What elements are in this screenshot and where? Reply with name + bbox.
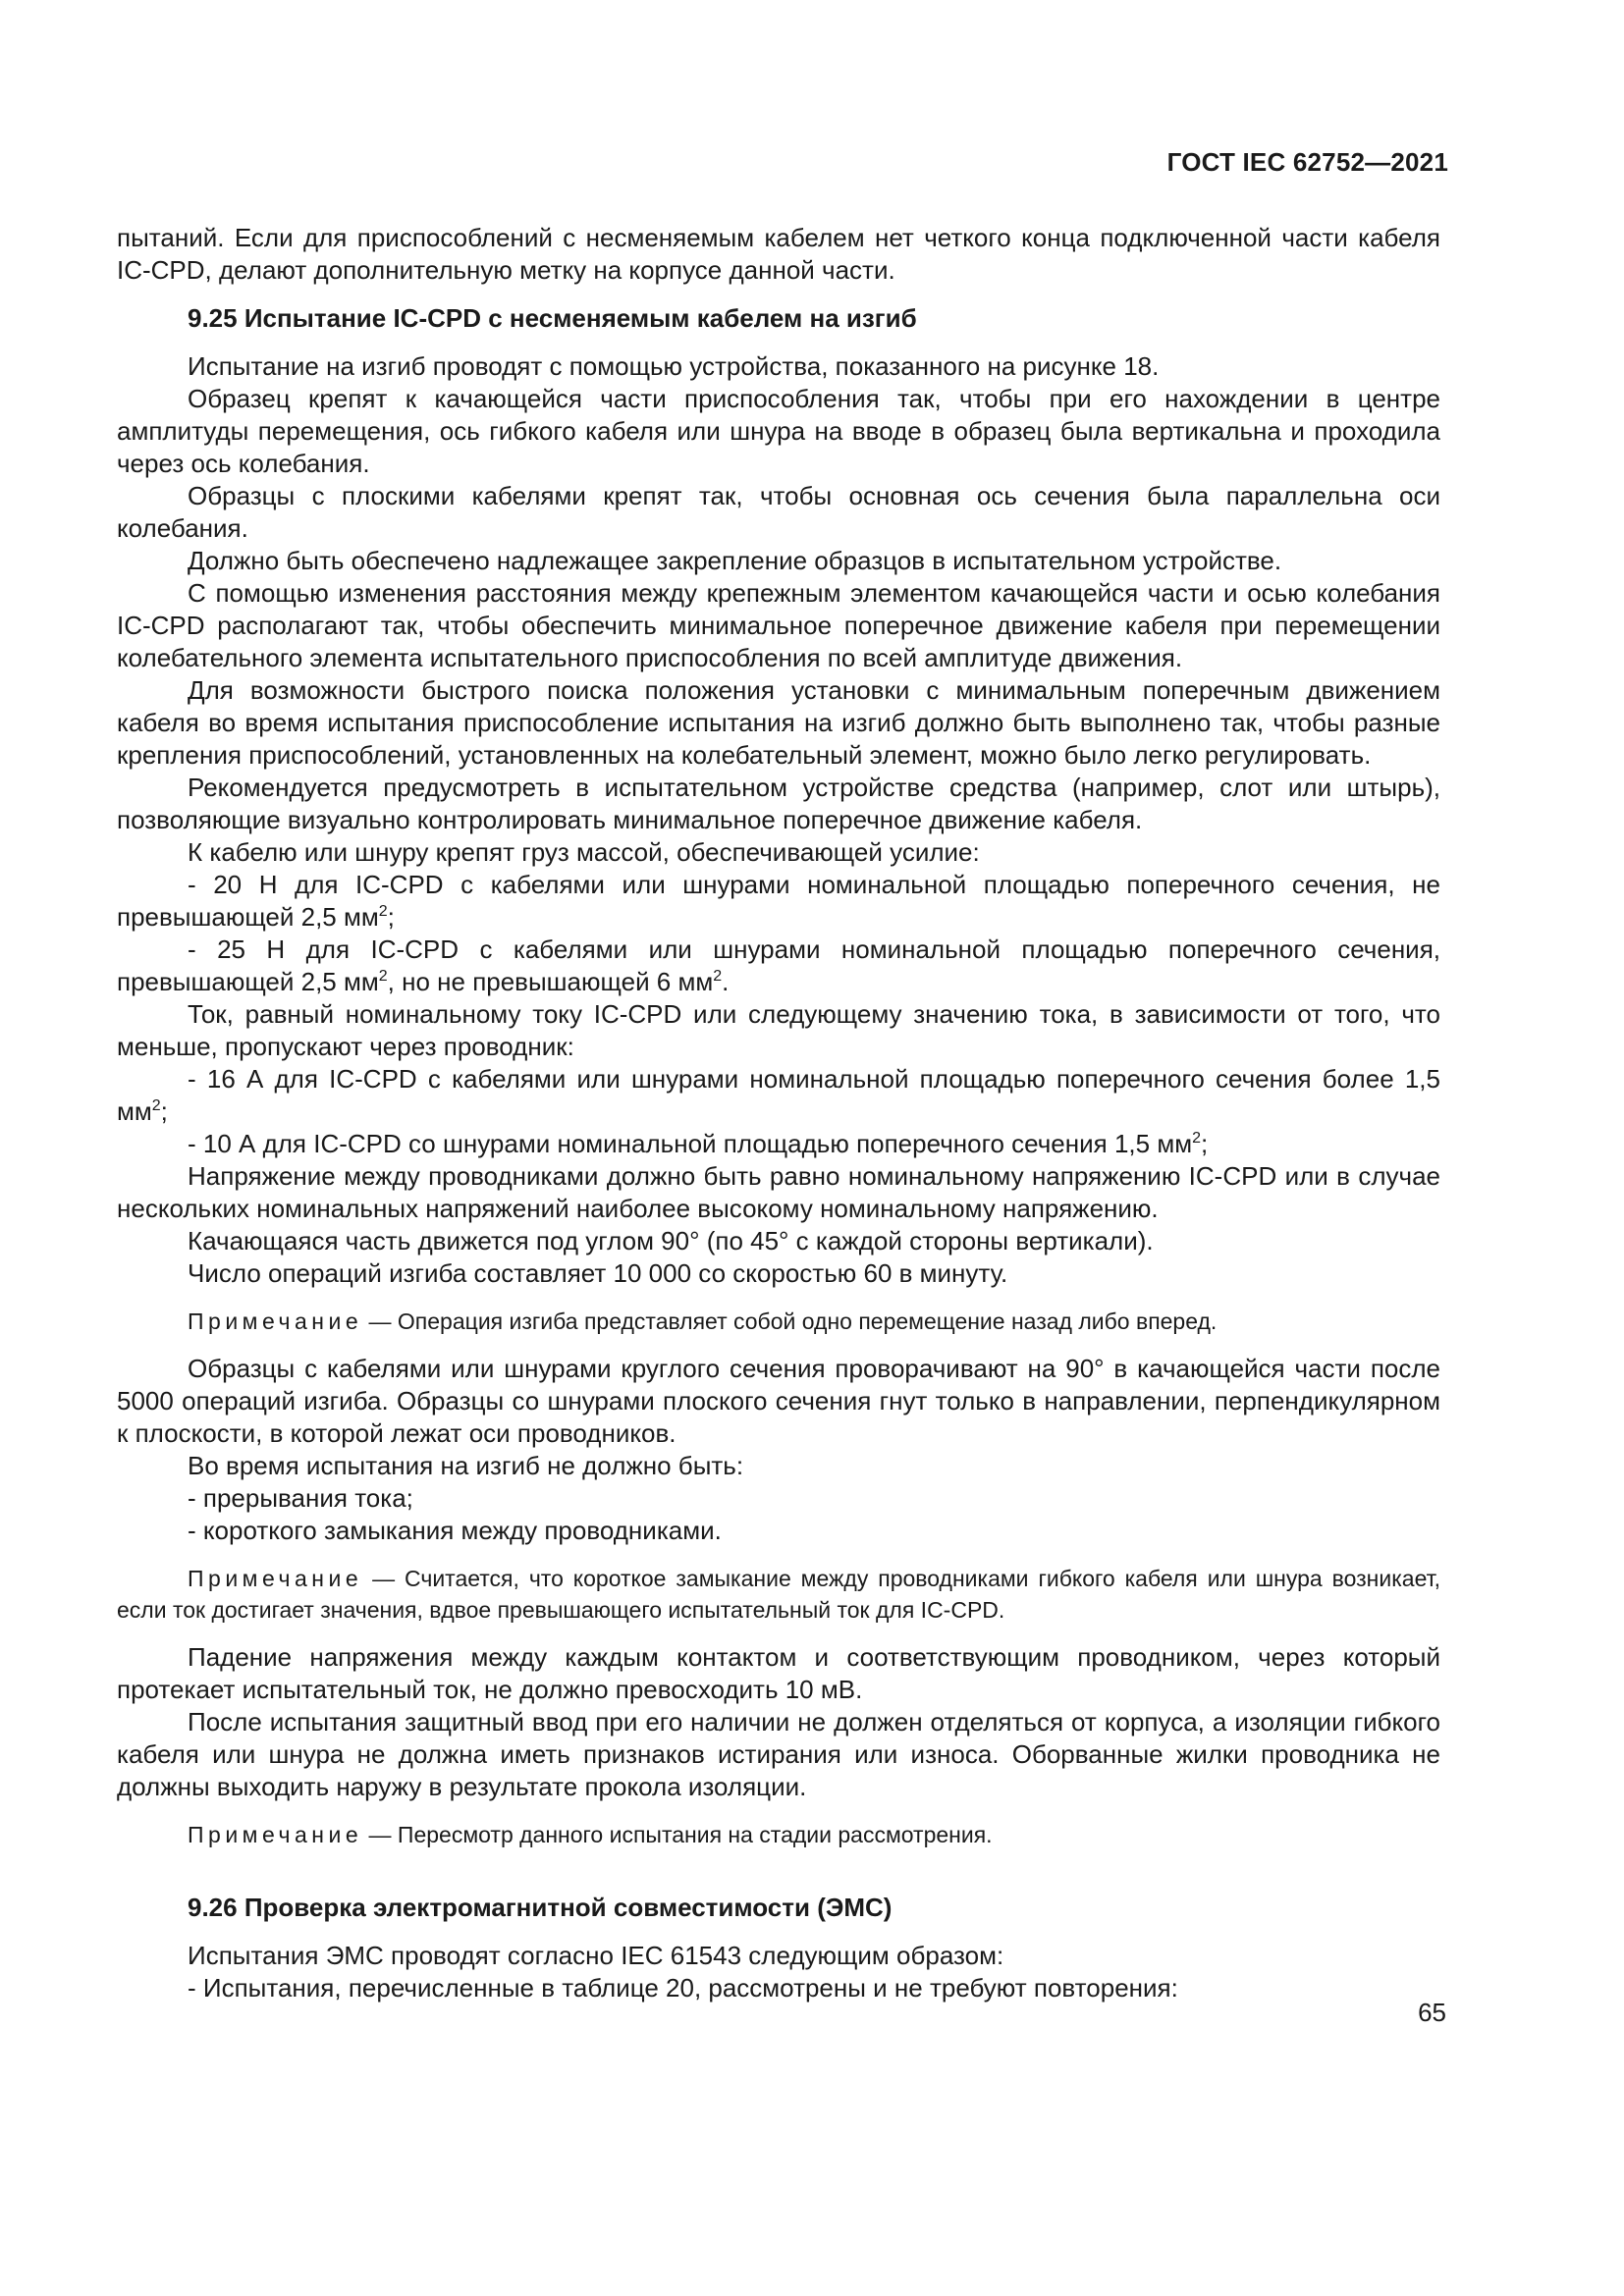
- document-id-header: ГОСТ IEC 62752—2021: [1166, 147, 1448, 177]
- list-item: - прерывания тока;: [188, 1483, 413, 1513]
- list-item: - 25 Н для IC-CPD с кабелями или шнурами номинальной площадью поперечного сечения, превышающей 2,5 $мм^2$, но не превышающей 6 $мм^2$.: [117, 934, 1440, 996]
- section-heading-9-26: 9.26 Проверка электромагнитной совместимости (ЭМС): [188, 1893, 893, 1922]
- paragraph: Напряжение между проводниками должно быть равно номинальному напряжению IC-CPD или в случае нескольких номинальных напряжений наиболее высокому номинальному напряжению.: [117, 1161, 1440, 1223]
- note: Примечание — Пересмотр данного испытания на стадии рассмотрения.: [188, 1822, 993, 1847]
- paragraph: После испытания защитный ввод при его наличии не должен отделяться от корпуса, а изоляции гибкого кабеля или шнура не должна иметь признаков истирания или износа. Оборванные жилки проводника не должны выходить наружу в результате прокола изоляции.: [117, 1707, 1440, 1801]
- list-item: - 10 А для IC-CPD со шнурами номинальной площадью поперечного сечения 1,5 $мм^2$;: [188, 1129, 1209, 1158]
- paragraph: С помощью изменения расстояния между крепежным элементом качающейся части и осью колебания IC-CPD располагают так, чтобы обеспечить минимальное поперечное движение кабеля при перемещении колебательного элемента испытательного приспособления по всей амплитуде движения.: [117, 578, 1440, 672]
- note-label: Примечание: [188, 1822, 363, 1847]
- paragraph: Для возможности быстрого поиска положения установки с минимальным поперечным движением кабеля во время испытания приспособление испытания на изгиб должно быть выполнено так, чтобы разные крепления приспособлений, установленных на колебательный элемент, можно было легко регулировать.: [117, 675, 1440, 770]
- page-number: 65: [1418, 1998, 1446, 2027]
- paragraph: Число операций изгиба составляет 10 000 со скоростью 60 в минуту.: [188, 1258, 1008, 1288]
- list-item: - 20 Н для IC-CPD с кабелями или шнурами номинальной площадью поперечного сечения, не превышающей 2,5 $мм^2$;: [117, 870, 1440, 932]
- paragraph: Падение напряжения между каждым контактом и соответствующим проводником, через который протекает испытательный ток, не должно превосходить 10 мВ.: [117, 1642, 1440, 1704]
- list-item: - Испытания, перечисленные в таблице 20, рассмотрены и не требуют повторения:: [188, 1973, 1178, 2002]
- paragraph: Образец крепят к качающейся части приспособления так, чтобы при его нахождении в центре амплитуды перемещения, ось гибкого кабеля или шнура на вводе в образец была вертикальна и проходила через ось колебания.: [117, 384, 1440, 478]
- paragraph: Ток, равный номинальному току IC-CPD или следующему значению тока, в зависимости от того, что меньше, пропускают через проводник:: [117, 999, 1440, 1061]
- list-item: - короткого замыкания между проводниками.: [188, 1516, 722, 1545]
- paragraph: Образцы с плоскими кабелями крепят так, чтобы основная ось сечения была параллельна оси колебания.: [117, 481, 1440, 543]
- paragraph: Образцы с кабелями или шнурами круглого сечения проворачивают на 90° в качающейся части после 5000 операций изгиба. Образцы со шнурами плоского сечения гнут только в направлении, перпендикулярном к плоскости, в которой лежат оси проводников.: [117, 1354, 1440, 1448]
- paragraph: Испытания ЭМС проводят согласно IEC 61543 следующим образом:: [188, 1941, 1004, 1970]
- note: Примечание — Операция изгиба представляет собой одно перемещение назад либо вперед.: [188, 1308, 1218, 1334]
- page-content: [117, 222, 1440, 2004]
- continuation-paragraph: пытаний. Если для приспособлений с несменяемым кабелем нет четкого конца подключенной части кабеля IC-CPD, делают дополнительную метку на корпусе данной части.: [117, 223, 1440, 285]
- paragraph: К кабелю или шнуру крепят груз массой, обеспечивающей усилие:: [188, 837, 980, 867]
- note-label: Примечание: [188, 1566, 363, 1591]
- note-label: Примечание: [188, 1308, 363, 1334]
- paragraph: Испытание на изгиб проводят с помощью устройства, показанного на рисунке 18.: [188, 351, 1160, 381]
- paragraph: Должно быть обеспечено надлежащее закрепление образцов в испытательном устройстве.: [188, 546, 1282, 575]
- paragraph: Рекомендуется предусмотреть в испытательном устройстве средства (например, слот или штырь), позволяющие визуально контролировать минимальное поперечное движение кабеля.: [117, 773, 1440, 834]
- section-heading-9-25: 9.25 Испытание IC-CPD с несменяемым кабелем на изгиб: [188, 303, 917, 333]
- note: Примечание — Считается, что короткое замыкание между проводниками гибкого кабеля или шнура возникает, если ток достигает значения, вдвое превышающего испытательный ток для IC-CPD.: [117, 1566, 1440, 1623]
- paragraph: Качающаяся часть движется под углом 90° (по 45° с каждой стороны вертикали).: [188, 1226, 1154, 1255]
- list-item: - 16 А для IC-CPD с кабелями или шнурами номинальной площадью поперечного сечения более 1,5 $мм^2$;: [117, 1064, 1440, 1126]
- paragraph: Во время испытания на изгиб не должно быть:: [188, 1451, 744, 1480]
